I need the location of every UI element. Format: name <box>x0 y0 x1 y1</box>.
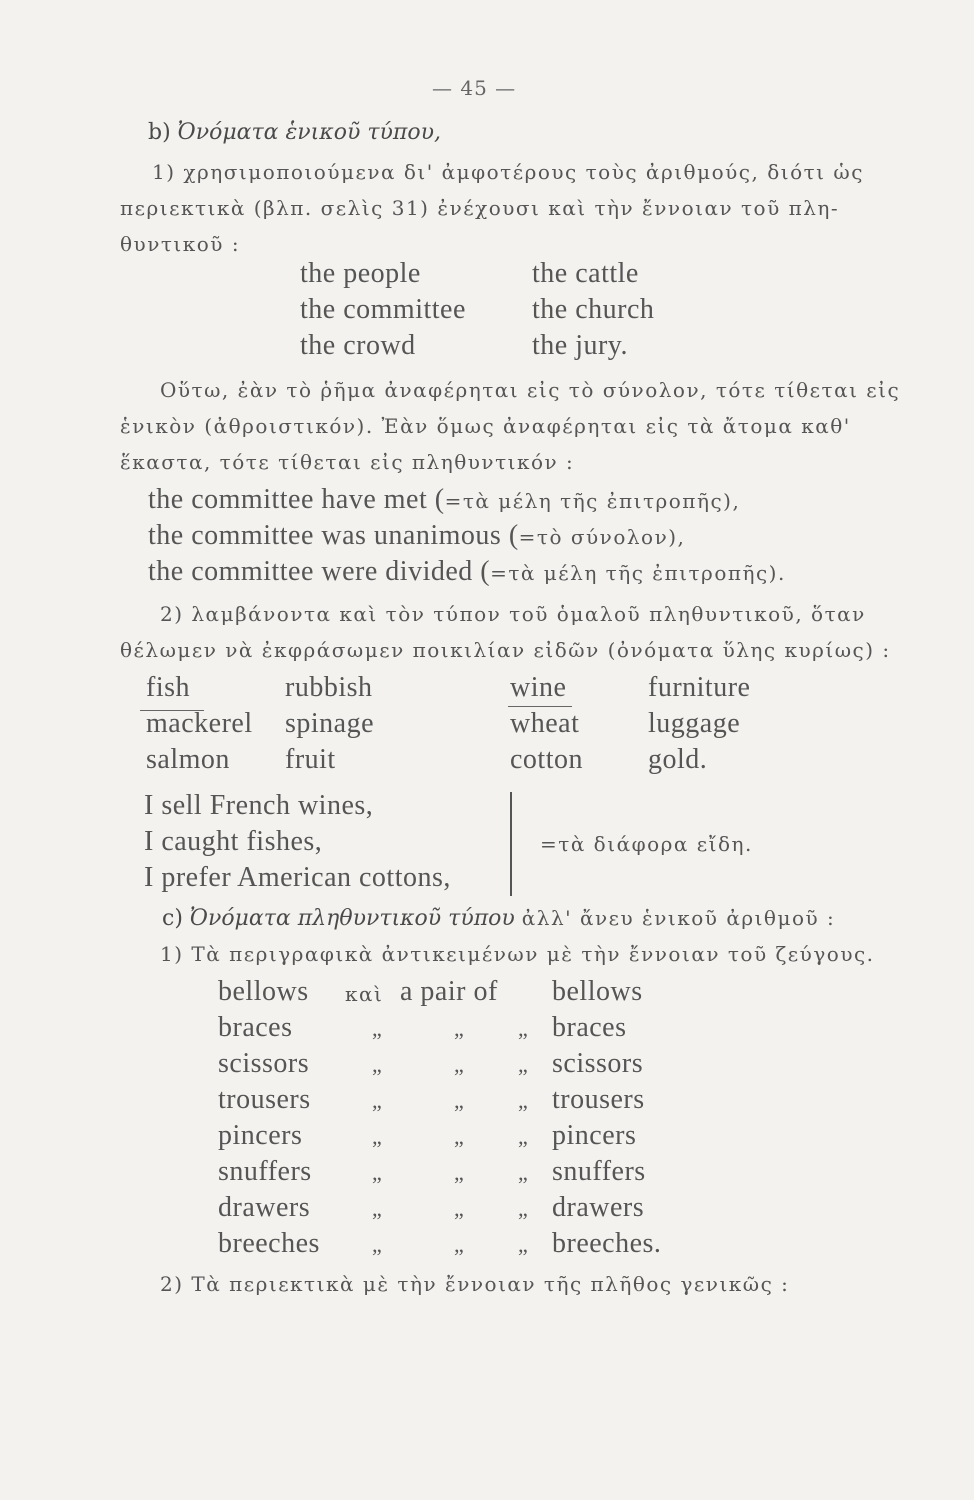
para3-line1: 2) λαμβάνοντα καὶ τὸν τύπον τοῦ ὁμαλοῦ πληθυντικοῦ, ὅταν <box>160 602 866 626</box>
material-col4-2: luggage <box>648 708 741 739</box>
ditto-mark: „ <box>454 1232 464 1257</box>
ditto-mark: „ <box>372 1016 382 1041</box>
ditto-mark: „ <box>518 1124 528 1149</box>
collective-noun-left-2: the committee <box>300 294 466 325</box>
example-3-en: the committee were divided ( <box>148 556 491 587</box>
pair-right-6: snuffers <box>552 1156 646 1187</box>
collective-noun-right-3: the jury. <box>532 330 628 361</box>
para1-line3: θυντικοῦ : <box>120 232 241 256</box>
para4: 1) Τὰ περιγραφικὰ ἀντικειμένων μὲ τὴν ἔννοιαν τοῦ ζεύγους. <box>160 942 875 966</box>
example-2-en: the committee was unanimous ( <box>148 520 519 551</box>
pair-kai: καὶ <box>345 982 384 1006</box>
section-c-label: c) <box>162 906 183 931</box>
para5: 2) Τὰ περιεκτικὰ μὲ τὴν ἔννοιαν τῆς πλῆθος γενικῶς : <box>160 1272 790 1296</box>
pair-noun-1: bellows <box>218 976 309 1007</box>
pair-noun-4: trousers <box>218 1084 311 1115</box>
section-b-title: Ὀνόματα ἑνικοῦ τύπου, <box>177 120 441 145</box>
para1-line1: 1) χρησιμοποιούμενα δι' ἀμφοτέρους τοὺς ἀριθμούς, διότι ὡς <box>152 160 864 184</box>
ditto-mark: „ <box>372 1232 382 1257</box>
collective-noun-left-3: the crowd <box>300 330 416 361</box>
ditto-mark: „ <box>518 1016 528 1041</box>
material-col4-1: furniture <box>648 672 751 703</box>
ditto-mark: „ <box>372 1124 382 1149</box>
bracket-line <box>510 792 512 896</box>
material-col2-2: spinage <box>285 708 375 739</box>
material-col1-3: salmon <box>146 744 230 775</box>
example-3 <box>148 556 786 588</box>
ditto-mark: „ <box>454 1052 464 1077</box>
para3-line2: θέλωμεν νὰ ἐκφράσωμεν ποικιλίαν εἰδῶν (ὀνόματα ὕλης κυρίως) : <box>120 638 891 662</box>
ditto-mark: „ <box>372 1160 382 1185</box>
material-col1-2: mackerel <box>146 708 253 739</box>
pair-noun-8: breeches <box>218 1228 320 1259</box>
para1-line2: περιεκτικὰ (βλπ. σελὶς 31) ἐνέχουσι καὶ τὴν ἔννοιαν τοῦ πλη- <box>120 196 840 220</box>
ditto-mark: „ <box>518 1052 528 1077</box>
material-col3-3: cotton <box>510 744 583 775</box>
material-col1-1: fish <box>146 672 190 703</box>
example-2 <box>148 520 685 552</box>
material-col4-3: gold. <box>648 744 708 775</box>
material-col2-1: rubbish <box>285 672 373 703</box>
pair-noun-7: drawers <box>218 1192 311 1223</box>
section-c-title: Ὀνόματα πληθυντικοῦ τύπου <box>189 906 515 931</box>
pair-noun-2: braces <box>218 1012 293 1043</box>
section-c-rest: ἀλλ' ἄνευ ἑνικοῦ ἀριθμοῦ : <box>521 906 836 930</box>
material-col3-2: wheat <box>510 708 580 739</box>
ditto-mark: „ <box>518 1196 528 1221</box>
pair-noun-5: pincers <box>218 1120 303 1151</box>
pair-right-5: pincers <box>552 1120 637 1151</box>
variety-line-2: I caught fishes, <box>144 826 323 857</box>
ditto-mark: „ <box>372 1052 382 1077</box>
pair-right-3: scissors <box>552 1048 644 1079</box>
variety-line-1: I sell French wines, <box>144 790 374 821</box>
ditto-mark: „ <box>454 1196 464 1221</box>
example-1 <box>148 484 740 516</box>
pair-a-pair-of: a pair of <box>400 976 498 1007</box>
example-3-gr: =τὰ μέλη τῆς ἐπιτροπῆς). <box>490 561 786 585</box>
page-number: — 45 — <box>432 76 517 100</box>
para2-line3: ἕκαστα, τότε τίθεται εἰς πληθυντικόν : <box>120 450 575 474</box>
material-col3-1: wine <box>510 672 567 703</box>
collective-noun-right-1: the cattle <box>532 258 639 289</box>
example-1-en: the committee have met ( <box>148 484 445 515</box>
ditto-mark: „ <box>518 1232 528 1257</box>
pair-right-1: bellows <box>552 976 643 1007</box>
section-b-label: b) <box>148 120 171 145</box>
collective-noun-left-1: the people <box>300 258 421 289</box>
variety-meaning: =τὰ διάφορα εἴδη. <box>540 832 753 856</box>
ditto-mark: „ <box>372 1196 382 1221</box>
ditto-mark: „ <box>454 1016 464 1041</box>
ditto-mark: „ <box>454 1160 464 1185</box>
example-2-gr: =τὸ σύνολον), <box>518 525 686 549</box>
pair-right-7: drawers <box>552 1192 645 1223</box>
section-c-heading <box>162 906 835 931</box>
pair-right-2: braces <box>552 1012 627 1043</box>
variety-line-3: I prefer American cottons, <box>144 862 451 893</box>
para2-line1: Οὕτω, ἐὰν τὸ ῥῆμα ἀναφέρηται εἰς τὸ σύνολον, τότε τίθεται εἰς <box>160 378 901 402</box>
ditto-mark: „ <box>518 1160 528 1185</box>
underline <box>508 706 572 707</box>
pair-right-8: breeches. <box>552 1228 662 1259</box>
ditto-mark: „ <box>454 1088 464 1113</box>
ditto-mark: „ <box>518 1088 528 1113</box>
pair-noun-6: snuffers <box>218 1156 312 1187</box>
pair-right-4: trousers <box>552 1084 645 1115</box>
para2-line2: ἑνικὸν (ἀθροιστικόν). Ἐὰν ὅμως ἀναφέρηται εἰς τὰ ἄτομα καθ' <box>120 414 851 438</box>
ditto-mark: „ <box>454 1124 464 1149</box>
pair-noun-3: scissors <box>218 1048 310 1079</box>
section-b-heading <box>148 120 441 145</box>
collective-noun-right-2: the church <box>532 294 655 325</box>
example-1-gr: =τὰ μέλη τῆς ἐπιτροπῆς), <box>444 489 741 513</box>
ditto-mark: „ <box>372 1088 382 1113</box>
material-col2-3: fruit <box>285 744 336 775</box>
